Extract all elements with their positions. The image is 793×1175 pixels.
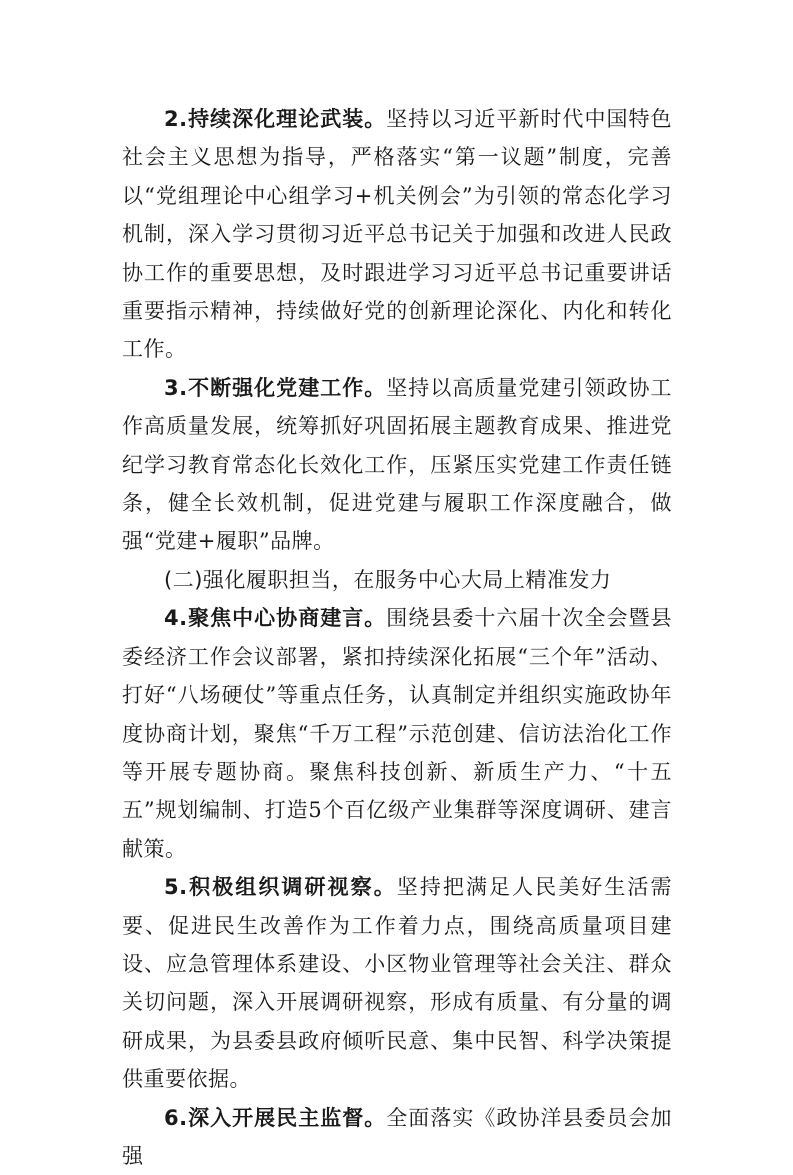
paragraph-party-building bbox=[122, 369, 672, 561]
paragraph-theory-study bbox=[122, 100, 672, 369]
paragraph-text: 坚持把满足人民美好生活需要、促进民生改善作为工作着力点，围绕高质量项目建设、应急管理体系建设、小区物业管理等社会关注、群众关切问题，深入开展调研视察，形成有质量、有分量的调研成果，为县委县政府倾听民意、集中民智、科学决策提供重要依据。 bbox=[122, 875, 673, 1092]
document-body bbox=[122, 100, 672, 1175]
section-heading: (二)强化履职担当，在服务中心大局上精准发力 bbox=[164, 567, 612, 592]
paragraph-text: 全面落实《政协洋县委员会加强 bbox=[122, 1105, 673, 1168]
paragraph-lead: 3.不断强化党建工作。 bbox=[164, 375, 387, 400]
paragraph-text: 坚持以习近平新时代中国特色社会主义思想为指导，严格落实“第一议题”制度，完善以“党组理论中心组学习+机关例会”为引领的常态化学习机制，深入学习贯彻习近平总书记关于加强和改进人民政协工作的重要思想，及时跟进学习习近平总书记重要讲话重要指示精神，持续做好党的创新理论深化、内化和转化工作。 bbox=[122, 107, 673, 362]
paragraph-text: 围绕县委十六届十次全会暨县委经济工作会议部署，紧扣持续深化拓展“三个年”活动、打好“八场硬仗”等重点任务，认真制定并组织实施政协年度协商计划，聚焦“千万工程”示范创建、信访法治化工作等开展专题协商。聚焦科技创新、新质生产力、“十五五”规划编制、打造5个百亿级产业集群等深度调研、建言献策。 bbox=[122, 606, 673, 861]
paragraph-research-inspection bbox=[122, 868, 672, 1098]
paragraph-democratic-supervision bbox=[122, 1099, 672, 1175]
paragraph-consultation bbox=[122, 599, 672, 868]
paragraph-lead: 6.深入开展民主监督。 bbox=[164, 1105, 387, 1130]
paragraph-lead: 2.持续深化理论武装。 bbox=[164, 107, 387, 131]
paragraph-text: 坚持以高质量党建引领政协工作高质量发展，统筹抓好巩固拓展主题教育成果、推进党纪学习教育常态化长效化工作，压紧压实党建工作责任链条，健全长效机制，促进党建与履职工作深度融合，做强“党建+履职”品牌。 bbox=[122, 375, 673, 554]
paragraph-lead: 5.积极组织调研视察。 bbox=[164, 875, 397, 900]
paragraph-lead: 4.聚焦中心协商建言。 bbox=[164, 606, 387, 631]
